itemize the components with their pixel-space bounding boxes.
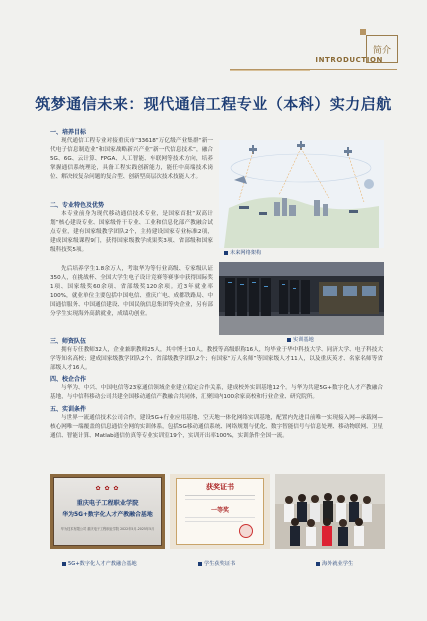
section-body-cooperation: 与华为、中兴、中国电信等23家通信领域企业建立稳定合作关系，建成校外实训基地12个。与华为共建5G+数字化人才产教融合基地，与中信科移动公司共建全国移动通信产教融合共同体，汇聚国内100余家高校和行业企业、研究院所。: [50, 385, 383, 401]
section-heading-cooperation: 四、校企合作: [50, 376, 87, 383]
section-tag-en: INTRODUCTION: [315, 56, 383, 64]
overseas-caption-text: 海外就业学生: [322, 561, 354, 567]
lab-caption: [287, 336, 314, 344]
section-heading-faculty: 三、师资队伍: [50, 338, 87, 345]
section-heading-goals: 一、培养目标: [50, 129, 87, 136]
certificate-line: [185, 517, 255, 518]
certificate-line: [185, 521, 243, 522]
caption-marker-icon: [62, 562, 66, 566]
plaque-base-name: 华为5G+数字化人才产教融合基地: [62, 512, 153, 518]
corner-decoration: [360, 29, 366, 35]
section-heading-training: 五、实训条件: [50, 406, 87, 413]
plaque-logos: ✿ ✿ ✿: [95, 485, 120, 492]
network-caption: [224, 249, 261, 257]
base-caption: [62, 560, 137, 568]
overseas-students-image: [275, 474, 385, 549]
training-base-plaque-image: [50, 474, 165, 549]
certificate-line: [185, 495, 255, 496]
page-title: 筑梦通信未来：现代通信工程专业（本科）实力启航: [35, 95, 392, 113]
red-seal-icon: [239, 524, 253, 538]
plaque-school-name: 重庆电子工程职业学院: [76, 500, 139, 507]
overseas-caption: [316, 560, 353, 568]
section-body-features-1: 本专业前身为现代移动通信技术专业，是国家首批“双高计划”核心建设专业、国家级骨干专业、工业和信息化部产教融合试点专业，建有国家级教学团队2个，主持建设国家专业标准2项，建成国家级课程9门，获得国家级教学成果奖3项、省部级和国家级科技奖5项。: [50, 211, 213, 254]
section-body-goals: 现代通信工程专业对接重庆市“33618”万亿级产业集群“新一代电子信息制造业”和国家战略新兴产业“新一代信息技术”，融合5G、6G、云计算、FPGA、人工智能、车联网等技术方向，培养掌握通信系统理论，具备工程实践创新能力，能任中高端技术岗位、解决较复杂问题的复合型、创新型高层次技术技能人才。: [50, 138, 213, 181]
plaque-footer: 华为技术有限公司 重庆电子工程职业学院 2022年5月-2025年5月: [60, 527, 155, 531]
network-caption-text: 未来网络架构: [230, 250, 262, 256]
training-lab-image: [219, 262, 384, 335]
section-heading-features: 二、专业特色及优势: [50, 202, 105, 209]
certificate-line: [185, 499, 255, 500]
caption-marker-icon: [198, 562, 202, 566]
caption-marker-icon: [224, 251, 228, 255]
network-architecture-image: [219, 140, 384, 248]
plaque-board: [53, 477, 162, 546]
certificate-title: 获奖证书: [206, 483, 234, 491]
section-body-training: 与世界一流通信技术公司合作，建设5G+行业应用基地、空天地一体化网络实训基地，配置内先进目前唯一实现接入网—承载网—核心网唯一端覆盖的信息通信全网的实训体系，包括5G移动通信系统、网络规划与优化、数字智能信号与信息处理、移动物联网、卫星通信、智能计算、Matlab通信仿真等专业实训室19个，实训开出率100%，实训条件全国一流。: [50, 415, 383, 440]
award-caption-text: 学生获奖证书: [204, 561, 236, 567]
section-tag-cn: 简介: [372, 46, 391, 56]
award-certificate-image: [170, 474, 270, 549]
certificate-frame: [176, 478, 264, 545]
header-rule-accent: [230, 70, 310, 71]
caption-marker-icon: [316, 562, 320, 566]
lab-caption-text: 实训基地: [293, 337, 314, 343]
caption-marker-icon: [287, 338, 291, 342]
award-caption: [198, 560, 235, 568]
base-caption-text: 5G+数字化人才产教融合基地: [68, 561, 137, 567]
section-body-features-2: 先后培养学生1.8余万人，考取华为等行业高级、专家级认证350人，在挑战杯、全国大学生电子设计竞赛等赛事中获得国际奖1项、国家级奖60余项、省部级奖120余项。近3年就业率100%，就业单位主要包括中国电信、重庆广电、成都铁路局、中国通信服务、中国通信建设、中国民航信息集团等央企业，另有部分学生实现海外高薪就业，成绩功创业。: [50, 266, 213, 318]
section-body-faculty: 拥有专任教师32人，企业兼职教师25人，其中博士10人，教授等高级职称16人，均毕业于华中科技大学、同济大学、电子科技大学等知名高校；建成国家级教学团队2个、省部级教学团队2个；有国家“万人名师”等国家级人才11人，以及重庆英才、名家名师等省部级人才16人。: [50, 347, 383, 372]
certificate-grade: 一等奖: [210, 507, 229, 514]
